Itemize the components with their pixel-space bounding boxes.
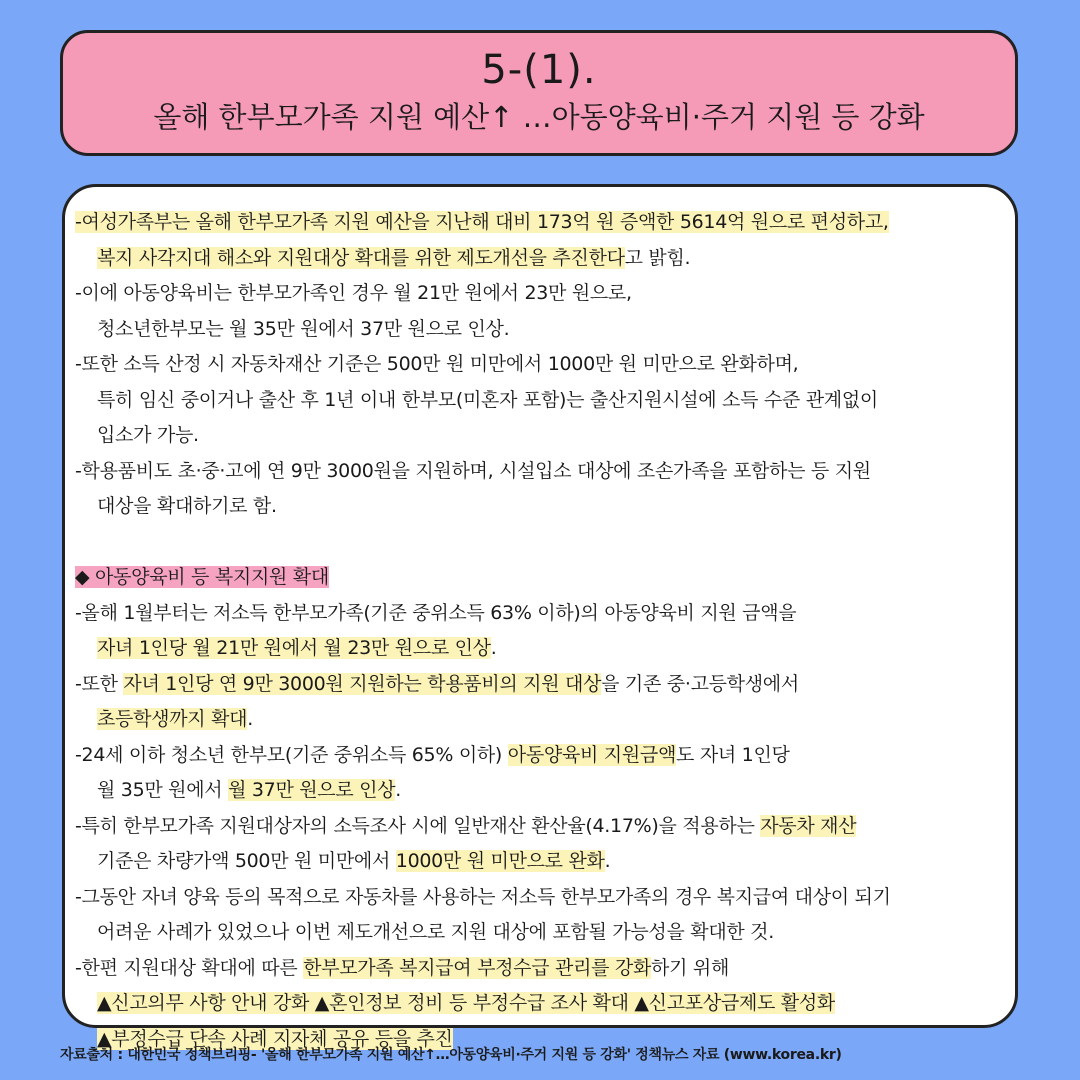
text-line [75,631,995,667]
text-line: 특히 임신 중이거나 출산 후 1년 이내 한부모(미혼자 포함)는 출산지원시설에 소득 수준 관계없이 [97,388,878,411]
text: 월 35만 원에서 [97,779,229,801]
text-line: -이에 아동양육비는 한부모가족인 경우 월 21만 원에서 23만 원으로, [75,282,632,304]
highlight: 자녀 1인당 연 9만 3000원 지원하는 학용품비의 지원 대상 [123,672,602,695]
text-line: -학용품비도 초·중·고에 연 9만 3000원을 지원하며, 시설입소 대상에 조손가족을 포함하는 등 지원 [75,459,871,482]
text-line [75,986,995,1022]
highlight: 한부모가족 복지급여 부정수급 관리를 강화 [303,956,652,979]
text: -24세 이하 청소년 한부모(기준 중위소득 65% 이하) [75,743,508,766]
highlight: -여성가족부는 올해 한부모가족 지원 예산을 지난해 대비 173억 원 증액한 5614억 원으로 편성하고, [75,211,889,233]
text-line [75,809,995,845]
content-panel [62,184,1018,1050]
text-line [75,205,995,241]
highlight: ▲신고의무 사항 안내 강화 ▲혼인정보 정비 등 부정수급 조사 확대 ▲신고포상금제도 활성화 [97,992,835,1014]
highlight: 아동양육비 지원금액 [507,743,677,766]
text-line: -또한 소득 산정 시 자동차재산 기준은 500만 원 미만에서 1000만 원 미만으로 완화하며, [75,353,799,375]
text: -특히 한부모가족 지원대상자의 소득조사 시에 일반재산 환산율(4.17%)을 적용하는 [75,814,761,837]
section-number: 5-(1). [481,47,597,93]
spacer [75,525,995,561]
text-line [75,951,995,987]
highlight: 복지 사각지대 해소와 지원대상 확대를 위한 제도개선을 추진한다 [97,246,625,269]
text-line [75,773,995,809]
highlight: 자동차 재산 [760,814,857,837]
title-banner [60,30,1018,156]
section-title: ◆ 아동양육비 등 복지지원 확대 [75,566,329,588]
text-line: 어려운 사례가 있었으나 이번 제도개선으로 지원 대상에 포함될 가능성을 확대한 것. [97,921,774,943]
highlight: 초등학생까지 확대 [97,708,248,730]
text-line [75,738,995,774]
text: 고 밝힘. [624,246,691,269]
text: . [490,637,497,659]
section-heading [75,560,995,596]
highlight: 1000만 원 미만으로 완화 [395,850,605,872]
text-line: 대상을 확대하기로 함. [97,495,277,517]
text: . [604,850,611,872]
text-line: -올해 1월부터는 저소득 한부모가족(기준 중위소득 63% 이하)의 아동양육비 지원 금액을 [75,601,797,624]
text-line: -그동안 자녀 양육 등의 목적으로 자동차를 사용하는 저소득 한부모가족의 경우 복지급여 대상이 되기 [75,885,891,908]
text-line: 입소가 가능. [97,424,199,446]
text: -한편 지원대상 확대에 따른 [75,956,304,979]
text-line: 청소년한부모는 월 35만 원에서 37만 원으로 인상. [97,317,510,340]
text: 기준은 차량가액 500만 원 미만에서 [97,850,396,872]
text: 도 자녀 1인당 [676,743,790,766]
source-citation: 자료출처 : 대한민국 정책브리핑- '올해 한부모가족 지원 예산↑…아동양육비·주거 지원 등 강화' 정책뉴스 자료 (www.korea.kr) [60,1047,842,1063]
text: 하기 위해 [651,956,730,979]
highlight: 자녀 1인당 월 21만 원에서 월 23만 원으로 인상 [97,637,491,659]
page-title: 올해 한부모가족 지원 예산↑ …아동양육비·주거 지원 등 강화 [153,100,925,134]
text: . [395,779,402,801]
text-line [75,241,995,277]
highlight: 월 37만 원으로 인상 [228,779,396,801]
text-line [75,702,995,738]
text: . [247,708,253,730]
text-line [75,844,995,880]
text: -또한 [75,672,124,695]
text: 을 기존 중·고등학생에서 [601,672,799,695]
text-line [75,667,995,703]
highlight: ▲부정수급 단속 사례 지자체 공유 등을 추진 [97,1027,453,1050]
